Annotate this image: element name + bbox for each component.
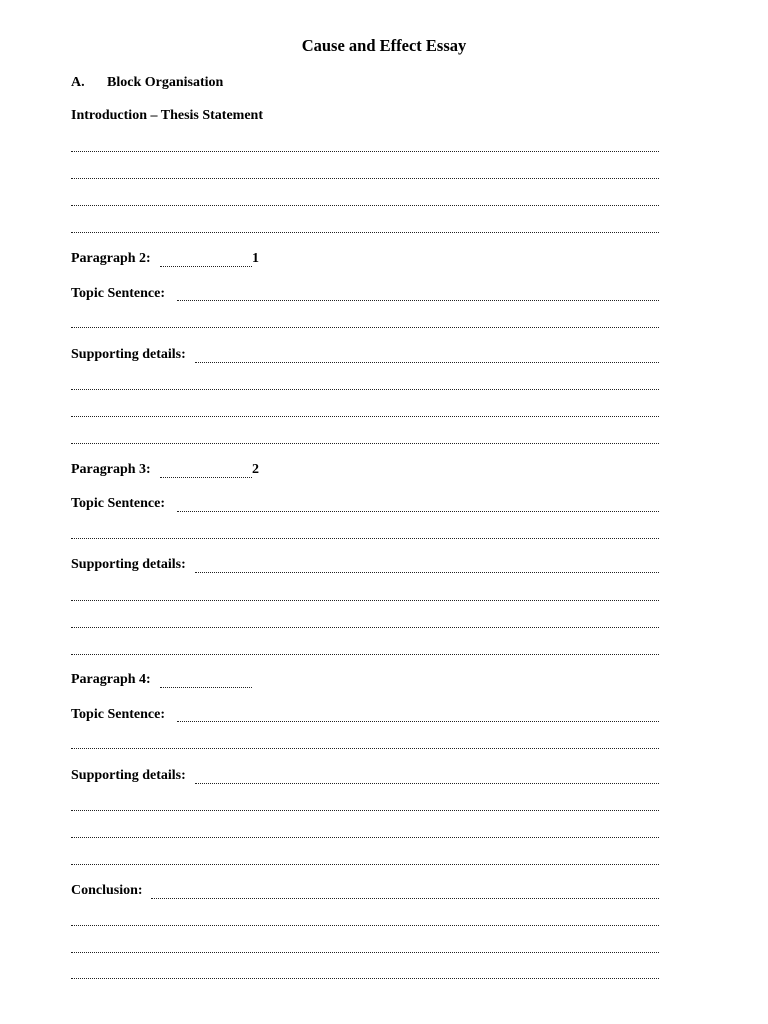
paragraph-3-details-line-3[interactable] bbox=[71, 627, 659, 628]
paragraph-3-label: Paragraph 3: bbox=[71, 462, 151, 477]
paragraph-4-details-line-1[interactable] bbox=[195, 783, 659, 784]
page-title: Cause and Effect Essay bbox=[301, 36, 467, 55]
paragraph-4-topic-label: Topic Sentence: bbox=[71, 707, 165, 722]
introduction-line-4[interactable] bbox=[71, 232, 659, 233]
paragraph-4-details-line-3[interactable] bbox=[71, 837, 659, 838]
paragraph-2-number: 1 bbox=[252, 251, 259, 266]
introduction-line-3[interactable] bbox=[71, 205, 659, 206]
paragraph-2-details-line-4[interactable] bbox=[71, 443, 659, 444]
section-letter: A. bbox=[71, 75, 85, 90]
paragraph-2-details-line-2[interactable] bbox=[71, 389, 659, 390]
paragraph-2-details-line-1[interactable] bbox=[195, 362, 659, 363]
paragraph-3-details-line-2[interactable] bbox=[71, 600, 659, 601]
paragraph-4-label: Paragraph 4: bbox=[71, 672, 151, 687]
conclusion-line-2[interactable] bbox=[71, 925, 659, 926]
conclusion-line-3[interactable] bbox=[71, 952, 659, 953]
paragraph-3-details-label: Supporting details: bbox=[71, 557, 186, 572]
paragraph-2-label: Paragraph 2: bbox=[71, 251, 151, 266]
paragraph-4-details-line-2[interactable] bbox=[71, 810, 659, 811]
paragraph-3-number: 2 bbox=[252, 462, 259, 477]
conclusion-line-1[interactable] bbox=[151, 898, 659, 899]
introduction-label: Introduction – Thesis Statement bbox=[71, 108, 264, 123]
paragraph-3-details-line-4[interactable] bbox=[71, 654, 659, 655]
conclusion-label: Conclusion: bbox=[71, 883, 143, 898]
introduction-line-1[interactable] bbox=[71, 151, 659, 152]
paragraph-4-cause-blank[interactable] bbox=[160, 687, 252, 688]
paragraph-4-details-label: Supporting details: bbox=[71, 768, 186, 783]
conclusion-line-4[interactable] bbox=[71, 978, 659, 979]
section-heading: Block Organisation bbox=[107, 75, 224, 90]
paragraph-2-details-label: Supporting details: bbox=[71, 347, 186, 362]
paragraph-3-topic-line-1[interactable] bbox=[177, 511, 659, 512]
paragraph-4-topic-line-1[interactable] bbox=[177, 721, 659, 722]
paragraph-2-topic-line-2[interactable] bbox=[71, 327, 659, 328]
paragraph-2-topic-label: Topic Sentence: bbox=[71, 286, 165, 301]
paragraph-2-topic-line-1[interactable] bbox=[177, 300, 659, 301]
paragraph-2-cause-blank[interactable] bbox=[160, 266, 252, 267]
paragraph-3-cause-blank[interactable] bbox=[160, 477, 252, 478]
paragraph-3-details-line-1[interactable] bbox=[195, 572, 659, 573]
paragraph-3-topic-label: Topic Sentence: bbox=[71, 496, 165, 511]
paragraph-4-topic-line-2[interactable] bbox=[71, 748, 659, 749]
paragraph-4-details-line-4[interactable] bbox=[71, 864, 659, 865]
paragraph-2-details-line-3[interactable] bbox=[71, 416, 659, 417]
introduction-line-2[interactable] bbox=[71, 178, 659, 179]
paragraph-3-topic-line-2[interactable] bbox=[71, 538, 659, 539]
